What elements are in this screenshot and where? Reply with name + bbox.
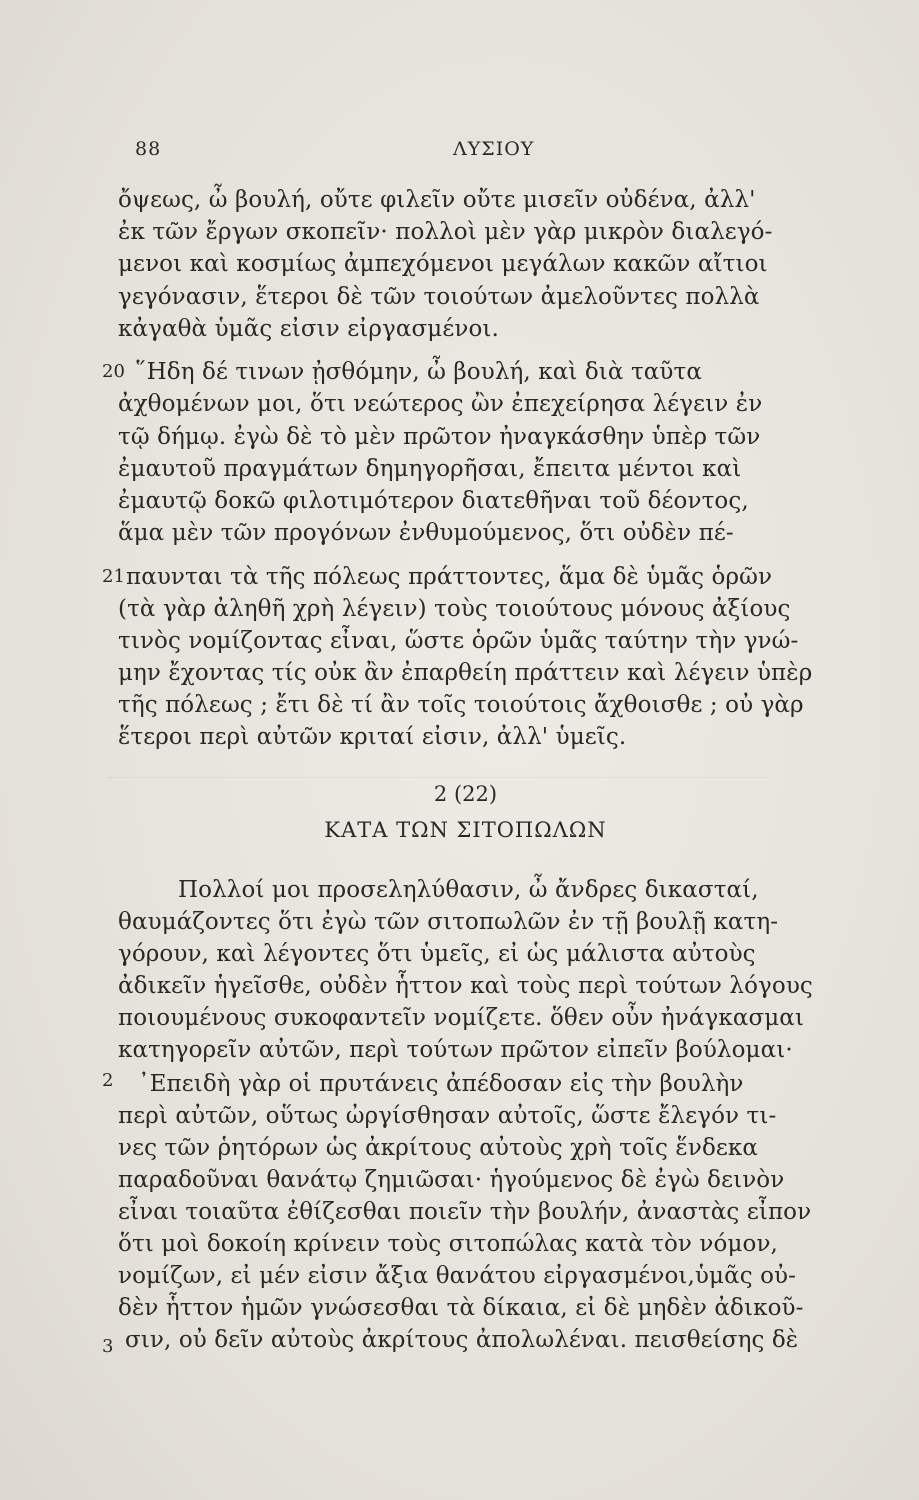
text-line: ὅτι μοὶ δοκοίη κρίνειν τοὺς σιτοπώλας κατὰ τὸν νόμον, <box>118 1231 778 1257</box>
text-line: περὶ αὐτῶν, οὕτως ὠργίσθησαν αὐτοῖς, ὥστε ἔλεγόν τι- <box>118 1103 777 1129</box>
section-number: 21 <box>102 566 125 587</box>
section-number: 3 <box>102 1336 114 1357</box>
text-line: τῆς πόλεως ; ἔτι δὲ τί ἂν τοῖς τοιούτοις ἄχθοισθε ; οὐ γὰρ <box>118 692 804 718</box>
text-line: σιν, οὐ δεῖν αὐτοὺς ἀκρίτους ἀπολωλέναι. πεισθείσης δὲ <box>125 1327 799 1353</box>
text-line: παυνται τὰ τῆς πόλεως πράττοντες, ἅμα δὲ ὑμᾶς ὁρῶν <box>126 564 773 590</box>
text-line: Πολλοί μοι προσεληλύθασιν, ὦ ἄνδρες δικασταί, <box>178 877 759 903</box>
speech-title: ΚΑΤΑ ΤΩΝ ΣΙΤΟΠΩΛΩΝ <box>324 818 607 842</box>
text-line: ἀδικεῖν ἡγεῖσθε, οὐδὲν ἧττον καὶ τοὺς περὶ τούτων λόγους <box>118 973 813 999</box>
text-line: νες τῶν ῥητόρων ὡς ἀκρίτους αὐτοὺς χρὴ τοῖς ἕνδεκα <box>118 1135 759 1161</box>
text-line: ᾿Επειδὴ γὰρ οἱ πρυτάνεις ἀπέδοσαν εἰς τὴν βουλὴν <box>138 1071 744 1097</box>
text-line: ἀχθομένων μοι, ὅτι νεώτερος ὢν ἐπεχείρησα λέγειν ἐν <box>118 391 763 417</box>
text-line: τινὸς νομίζοντας εἶναι, ὥστε ὁρῶν ὑμᾶς ταύτην τὴν γνώ- <box>118 628 799 654</box>
text-line: ποιουμένους συκοφαντεῖν νομίζετε. ὅθεν οὖν ἠνάγκασμαι <box>118 1005 805 1031</box>
text-line: ἕτεροι περὶ αὐτῶν κριταί εἰσιν, ἀλλ' ὑμεῖς. <box>118 724 627 750</box>
text-line: θαυμάζοντες ὅτι ἐγὼ τῶν σιτοπωλῶν ἐν τῇ βουλῇ κατη- <box>118 909 779 935</box>
text-line: παραδοῦναι θανάτῳ ζημιῶσαι· ἡγούμενος δὲ ἐγὼ δεινὸν <box>118 1167 785 1193</box>
text-line: κἀγαθὰ ὑμᾶς εἰσιν εἰργασμένοι. <box>118 316 499 342</box>
text-line: τῷ δήμῳ. ἐγὼ δὲ τὸ μὲν πρῶτον ἠναγκάσθην ὑπὲρ τῶν <box>118 424 761 450</box>
text-line: μενοι καὶ κοσμίως ἀμπεχόμενοι μεγάλων κακῶν αἴτιοι <box>118 251 768 277</box>
pencil-annotation <box>108 755 768 778</box>
text-line: ἐκ τῶν ἔργων σκοπεῖν· πολλοὶ μὲν γὰρ μικρὸν διαλεγό- <box>118 219 773 245</box>
text-line: γόρουν, καὶ λέγοντες ὅτι ὑμεῖς, εἰ ὡς μάλιστα αὐτοὺς <box>118 941 756 967</box>
text-line: ἐμαυτῷ δοκῶ φιλοτιμότερον διατεθῆναι τοῦ δέοντος, <box>118 488 749 514</box>
speech-number: 2 (22) <box>433 782 498 806</box>
text-line: δὲν ἧττον ἡμῶν γνώσεσθαι τὰ δίκαια, εἰ δὲ μηδὲν ἀδικοῦ- <box>118 1295 804 1321</box>
running-head <box>135 138 835 168</box>
text-line: κατηγορεῖν αὐτῶν, περὶ τούτων πρῶτον εἰπεῖν βούλομαι· <box>118 1037 793 1063</box>
text-line: (τὰ γὰρ ἀληθῆ χρὴ λέγειν) τοὺς τοιούτους μόνους ἀξίους <box>118 596 791 622</box>
text-line: μην ἔχοντας τίς οὐκ ἂν ἐπαρθείη πράττειν καὶ λέγειν ὑπὲρ <box>118 660 813 686</box>
text-line: ἅμα μὲν τῶν προγόνων ἐνθυμούμενος, ὅτι οὐδὲν πέ- <box>118 520 734 546</box>
text-line: ὄψεως, ὦ βουλή, οὔτε φιλεῖν οὔτε μισεῖν οὐδένα, ἀλλ' <box>118 187 756 213</box>
author-title: ΛΥΣΙΟΥ <box>453 138 535 160</box>
text-line: ῞Ηδη δέ τινων ᾐσθόμην, ὦ βουλή, καὶ διὰ ταῦτα <box>135 359 702 385</box>
text-line: γεγόνασιν, ἕτεροι δὲ τῶν τοιούτων ἀμελοῦντες πολλὰ <box>118 284 760 310</box>
section-number: 20 <box>102 361 125 382</box>
section-number: 2 <box>102 1070 114 1091</box>
text-line: εἶναι τοιαῦτα ἐθίζεσθαι ποιεῖν τὴν βουλήν, ἀναστὰς εἶπον <box>118 1199 812 1225</box>
text-line: ἐμαυτοῦ πραγμάτων δημηγορῆσαι, ἔπειτα μέντοι καὶ <box>118 456 742 482</box>
page-number: 88 <box>135 138 162 160</box>
text-line: νομίζων, εἰ μέν εἰσιν ἄξια θανάτου εἰργασμένοι,ὑμᾶς οὐ- <box>118 1263 796 1289</box>
